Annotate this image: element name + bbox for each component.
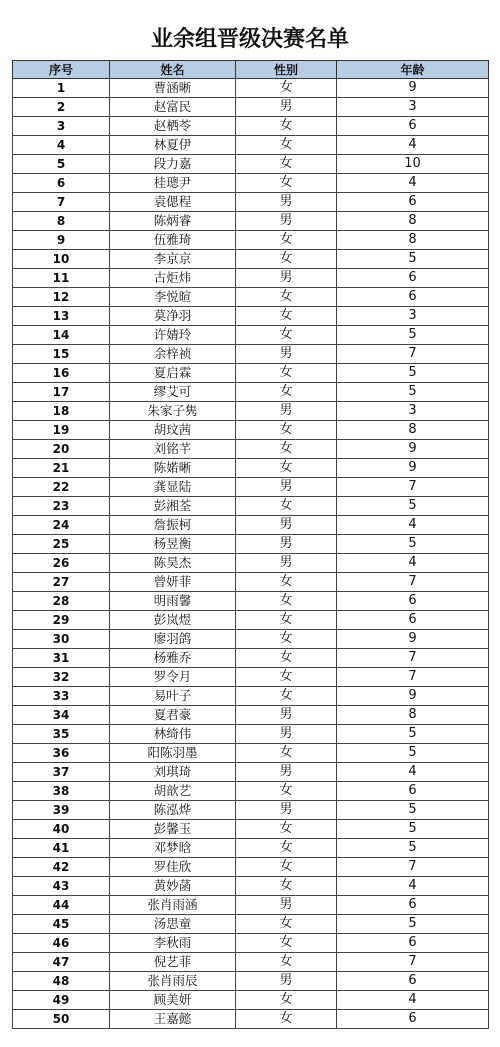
cell-index: 32 <box>13 668 110 687</box>
cell-name: 胡玟茜 <box>110 421 236 440</box>
cell-name: 刘铭芊 <box>110 440 236 459</box>
cell-name: 王嘉懿 <box>110 1010 236 1029</box>
cell-age: 6 <box>337 117 489 136</box>
cell-age: 8 <box>337 421 489 440</box>
table-row <box>13 364 489 383</box>
cell-name: 朱家子隽 <box>110 402 236 421</box>
table-row <box>13 991 489 1010</box>
cell-index: 3 <box>13 117 110 136</box>
cell-gender: 女 <box>236 231 337 250</box>
cell-index: 40 <box>13 820 110 839</box>
cell-age: 6 <box>337 934 489 953</box>
cell-name: 李悦暄 <box>110 288 236 307</box>
cell-name: 古炬炜 <box>110 269 236 288</box>
cell-age: 6 <box>337 592 489 611</box>
cell-gender: 男 <box>236 763 337 782</box>
cell-name: 夏启霖 <box>110 364 236 383</box>
table-row <box>13 421 489 440</box>
header-row <box>13 61 489 79</box>
cell-index: 36 <box>13 744 110 763</box>
cell-gender: 男 <box>236 269 337 288</box>
cell-index: 4 <box>13 136 110 155</box>
cell-index: 39 <box>13 801 110 820</box>
cell-gender: 男 <box>236 535 337 554</box>
table-row <box>13 1010 489 1029</box>
cell-gender: 女 <box>236 155 337 174</box>
cell-gender: 女 <box>236 1010 337 1029</box>
cell-name: 曹涵晰 <box>110 79 236 98</box>
cell-name: 李京京 <box>110 250 236 269</box>
cell-age: 9 <box>337 459 489 478</box>
cell-gender: 女 <box>236 497 337 516</box>
cell-index: 24 <box>13 516 110 535</box>
cell-gender: 女 <box>236 459 337 478</box>
cell-index: 22 <box>13 478 110 497</box>
table-row <box>13 611 489 630</box>
cell-name: 阳陈羽墨 <box>110 744 236 763</box>
table-row <box>13 193 489 212</box>
table-row <box>13 820 489 839</box>
cell-index: 7 <box>13 193 110 212</box>
cell-age: 5 <box>337 801 489 820</box>
cell-index: 33 <box>13 687 110 706</box>
cell-age: 7 <box>337 649 489 668</box>
table-row <box>13 573 489 592</box>
cell-index: 46 <box>13 934 110 953</box>
cell-age: 5 <box>337 820 489 839</box>
cell-index: 1 <box>13 79 110 98</box>
cell-name: 张肖雨辰 <box>110 972 236 991</box>
table-row <box>13 706 489 725</box>
cell-gender: 女 <box>236 117 337 136</box>
cell-age: 8 <box>337 212 489 231</box>
table-row <box>13 307 489 326</box>
cell-gender: 男 <box>236 554 337 573</box>
cell-index: 5 <box>13 155 110 174</box>
cell-age: 3 <box>337 402 489 421</box>
cell-index: 14 <box>13 326 110 345</box>
cell-gender: 女 <box>236 820 337 839</box>
cell-age: 8 <box>337 706 489 725</box>
cell-name: 陈炳睿 <box>110 212 236 231</box>
cell-index: 21 <box>13 459 110 478</box>
cell-name: 林绮伟 <box>110 725 236 744</box>
sheet-title: 业余组晋级决赛名单 <box>150 26 349 52</box>
cell-gender: 男 <box>236 516 337 535</box>
cell-index: 47 <box>13 953 110 972</box>
cell-gender: 男 <box>236 801 337 820</box>
cell-name: 赵栖苓 <box>110 117 236 136</box>
cell-name: 袁偲程 <box>110 193 236 212</box>
cell-age: 5 <box>337 364 489 383</box>
cell-age: 3 <box>337 98 489 117</box>
cell-name: 夏君豪 <box>110 706 236 725</box>
cell-index: 13 <box>13 307 110 326</box>
cell-index: 2 <box>13 98 110 117</box>
cell-name: 黄妙菡 <box>110 877 236 896</box>
cell-gender: 男 <box>236 725 337 744</box>
cell-age: 6 <box>337 896 489 915</box>
cell-index: 48 <box>13 972 110 991</box>
table-row <box>13 630 489 649</box>
table-row <box>13 402 489 421</box>
cell-name: 罗佳欣 <box>110 858 236 877</box>
table-row <box>13 174 489 193</box>
cell-index: 11 <box>13 269 110 288</box>
table-row <box>13 896 489 915</box>
cell-age: 5 <box>337 535 489 554</box>
table-row <box>13 649 489 668</box>
cell-age: 6 <box>337 1010 489 1029</box>
cell-index: 16 <box>13 364 110 383</box>
cell-name: 缪艾可 <box>110 383 236 402</box>
cell-age: 5 <box>337 839 489 858</box>
cell-gender: 男 <box>236 896 337 915</box>
cell-gender: 男 <box>236 706 337 725</box>
cell-age: 6 <box>337 193 489 212</box>
table-row <box>13 345 489 364</box>
cell-age: 7 <box>337 668 489 687</box>
cell-gender: 女 <box>236 782 337 801</box>
table-row <box>13 858 489 877</box>
table-row <box>13 117 489 136</box>
table-row <box>13 801 489 820</box>
table-row <box>13 98 489 117</box>
cell-age: 7 <box>337 858 489 877</box>
cell-name: 明雨馨 <box>110 592 236 611</box>
table-row <box>13 744 489 763</box>
cell-age: 4 <box>337 136 489 155</box>
cell-age: 9 <box>337 440 489 459</box>
cell-age: 6 <box>337 972 489 991</box>
cell-age: 4 <box>337 174 489 193</box>
table-row <box>13 383 489 402</box>
cell-name: 汤思童 <box>110 915 236 934</box>
cell-age: 7 <box>337 345 489 364</box>
cell-age: 8 <box>337 231 489 250</box>
cell-gender: 女 <box>236 934 337 953</box>
table-row <box>13 839 489 858</box>
table-row <box>13 668 489 687</box>
cell-age: 10 <box>337 155 489 174</box>
cell-index: 37 <box>13 763 110 782</box>
cell-name: 胡歆艺 <box>110 782 236 801</box>
table-row <box>13 231 489 250</box>
cell-age: 4 <box>337 763 489 782</box>
cell-name: 段力嘉 <box>110 155 236 174</box>
cell-name: 杨雅乔 <box>110 649 236 668</box>
cell-name: 陈婼晰 <box>110 459 236 478</box>
cell-gender: 女 <box>236 421 337 440</box>
cell-age: 4 <box>337 991 489 1010</box>
cell-name: 张肖雨涵 <box>110 896 236 915</box>
table-row <box>13 763 489 782</box>
cell-gender: 女 <box>236 611 337 630</box>
cell-index: 44 <box>13 896 110 915</box>
cell-index: 35 <box>13 725 110 744</box>
cell-age: 6 <box>337 782 489 801</box>
cell-name: 许婧玲 <box>110 326 236 345</box>
table-row <box>13 535 489 554</box>
cell-age: 9 <box>337 79 489 98</box>
cell-age: 7 <box>337 478 489 497</box>
cell-gender: 女 <box>236 915 337 934</box>
cell-gender: 女 <box>236 136 337 155</box>
cell-gender: 女 <box>236 383 337 402</box>
cell-gender: 女 <box>236 307 337 326</box>
cell-index: 41 <box>13 839 110 858</box>
cell-age: 7 <box>337 953 489 972</box>
cell-gender: 女 <box>236 877 337 896</box>
table-row <box>13 915 489 934</box>
cell-name: 赵富民 <box>110 98 236 117</box>
cell-name: 罗令月 <box>110 668 236 687</box>
cell-gender: 女 <box>236 288 337 307</box>
table-row <box>13 934 489 953</box>
cell-index: 30 <box>13 630 110 649</box>
cell-gender: 女 <box>236 953 337 972</box>
cell-index: 10 <box>13 250 110 269</box>
cell-age: 5 <box>337 915 489 934</box>
table-row <box>13 212 489 231</box>
cell-gender: 女 <box>236 440 337 459</box>
cell-age: 9 <box>337 687 489 706</box>
cell-age: 3 <box>337 307 489 326</box>
cell-index: 20 <box>13 440 110 459</box>
cell-gender: 女 <box>236 991 337 1010</box>
header-name: 姓名 <box>110 61 236 79</box>
cell-gender: 女 <box>236 573 337 592</box>
table-row <box>13 155 489 174</box>
cell-index: 12 <box>13 288 110 307</box>
cell-index: 42 <box>13 858 110 877</box>
cell-index: 49 <box>13 991 110 1010</box>
cell-age: 4 <box>337 554 489 573</box>
table-row <box>13 136 489 155</box>
cell-index: 27 <box>13 573 110 592</box>
cell-name: 余梓祯 <box>110 345 236 364</box>
table-row <box>13 554 489 573</box>
cell-age: 6 <box>337 269 489 288</box>
cell-index: 34 <box>13 706 110 725</box>
table-row <box>13 79 489 98</box>
cell-gender: 男 <box>236 478 337 497</box>
cell-index: 38 <box>13 782 110 801</box>
table-row <box>13 782 489 801</box>
cell-name: 刘琪琦 <box>110 763 236 782</box>
cell-gender: 女 <box>236 858 337 877</box>
cell-age: 4 <box>337 877 489 896</box>
cell-index: 9 <box>13 231 110 250</box>
cell-age: 7 <box>337 573 489 592</box>
cell-gender: 女 <box>236 250 337 269</box>
table-row <box>13 877 489 896</box>
table-row <box>13 478 489 497</box>
cell-gender: 男 <box>236 98 337 117</box>
cell-index: 25 <box>13 535 110 554</box>
cell-gender: 男 <box>236 212 337 231</box>
cell-gender: 女 <box>236 326 337 345</box>
cell-index: 18 <box>13 402 110 421</box>
cell-name: 彭岚煜 <box>110 611 236 630</box>
cell-age: 5 <box>337 250 489 269</box>
table-row <box>13 269 489 288</box>
cell-age: 6 <box>337 611 489 630</box>
cell-name: 廖羽鸽 <box>110 630 236 649</box>
cell-index: 43 <box>13 877 110 896</box>
cell-age: 5 <box>337 326 489 345</box>
table-row <box>13 459 489 478</box>
cell-gender: 男 <box>236 402 337 421</box>
cell-name: 倪艺菲 <box>110 953 236 972</box>
cell-name: 彭湘荃 <box>110 497 236 516</box>
table-row <box>13 592 489 611</box>
cell-age: 5 <box>337 383 489 402</box>
cell-name: 陈泓烨 <box>110 801 236 820</box>
table-row <box>13 497 489 516</box>
table-row <box>13 440 489 459</box>
cell-name: 邓梦晗 <box>110 839 236 858</box>
table-row <box>13 687 489 706</box>
cell-index: 50 <box>13 1010 110 1029</box>
cell-index: 8 <box>13 212 110 231</box>
cell-name: 詹振柯 <box>110 516 236 535</box>
cell-age: 6 <box>337 288 489 307</box>
cell-age: 5 <box>337 725 489 744</box>
cell-age: 9 <box>337 630 489 649</box>
cell-gender: 女 <box>236 592 337 611</box>
cell-name: 龚显陆 <box>110 478 236 497</box>
table-row <box>13 516 489 535</box>
header-index: 序号 <box>13 61 110 79</box>
cell-index: 23 <box>13 497 110 516</box>
cell-name: 杨昱衡 <box>110 535 236 554</box>
cell-name: 伍雅琦 <box>110 231 236 250</box>
cell-name: 莫净羽 <box>110 307 236 326</box>
roster-table <box>12 60 489 1029</box>
cell-gender: 女 <box>236 668 337 687</box>
cell-gender: 女 <box>236 364 337 383</box>
table-row <box>13 288 489 307</box>
cell-name: 易叶子 <box>110 687 236 706</box>
cell-index: 29 <box>13 611 110 630</box>
cell-gender: 女 <box>236 630 337 649</box>
cell-index: 45 <box>13 915 110 934</box>
cell-gender: 女 <box>236 839 337 858</box>
cell-index: 28 <box>13 592 110 611</box>
table-row <box>13 250 489 269</box>
cell-name: 曾妍菲 <box>110 573 236 592</box>
cell-gender: 女 <box>236 174 337 193</box>
table-row <box>13 725 489 744</box>
cell-index: 31 <box>13 649 110 668</box>
cell-index: 26 <box>13 554 110 573</box>
cell-index: 19 <box>13 421 110 440</box>
cell-index: 6 <box>13 174 110 193</box>
cell-name: 彭馨玉 <box>110 820 236 839</box>
cell-index: 15 <box>13 345 110 364</box>
cell-name: 李秋雨 <box>110 934 236 953</box>
cell-age: 5 <box>337 744 489 763</box>
header-age: 年龄 <box>337 61 489 79</box>
cell-name: 顾美妍 <box>110 991 236 1010</box>
cell-name: 林夏伊 <box>110 136 236 155</box>
cell-index: 17 <box>13 383 110 402</box>
cell-gender: 男 <box>236 193 337 212</box>
header-gender: 性别 <box>236 61 337 79</box>
cell-age: 4 <box>337 516 489 535</box>
table-row <box>13 326 489 345</box>
cell-gender: 女 <box>236 649 337 668</box>
cell-gender: 女 <box>236 687 337 706</box>
cell-name: 陈昊杰 <box>110 554 236 573</box>
cell-gender: 女 <box>236 744 337 763</box>
cell-gender: 女 <box>236 79 337 98</box>
table-row <box>13 953 489 972</box>
cell-gender: 男 <box>236 972 337 991</box>
cell-age: 5 <box>337 497 489 516</box>
cell-name: 桂璁尹 <box>110 174 236 193</box>
table-row <box>13 972 489 991</box>
cell-gender: 男 <box>236 345 337 364</box>
